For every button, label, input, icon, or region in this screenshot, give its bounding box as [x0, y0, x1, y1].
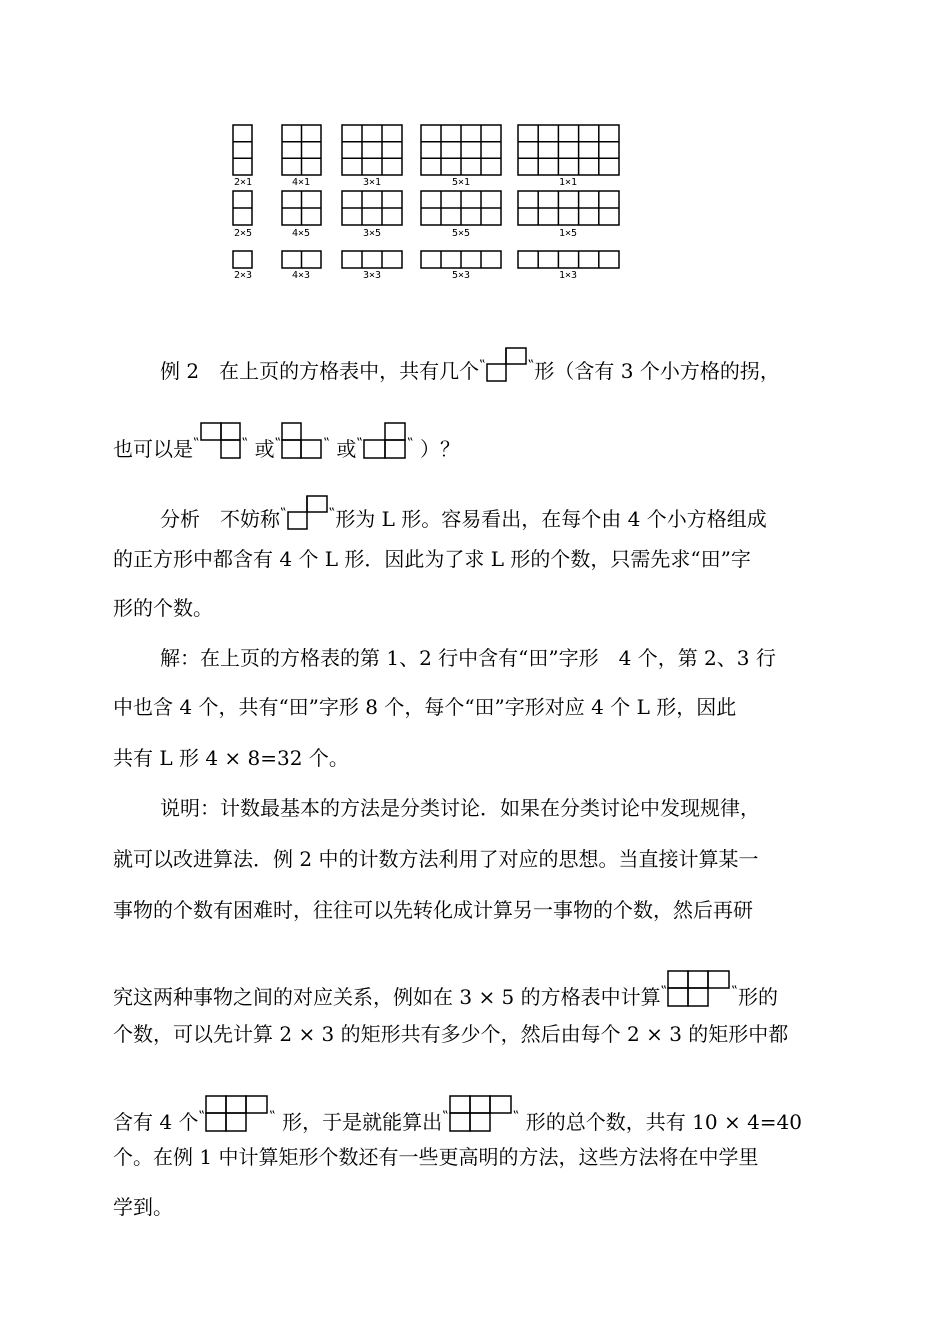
quote-mark: ‟ — [407, 436, 414, 451]
quote-mark: ‟ — [731, 984, 738, 999]
quote-mark: ‟ — [323, 436, 330, 451]
quote-mark: ‟ — [280, 506, 287, 521]
quote-mark: ‟ — [198, 1109, 206, 1124]
grid-3col-2row — [341, 190, 403, 226]
grid-label: 1×1 — [558, 177, 578, 188]
grid-label: 2×1 — [233, 177, 253, 188]
text-run: 形的总个数，共有 10 × 4=40 — [525, 1110, 803, 1134]
grid-label: 1×5 — [558, 228, 578, 239]
text-run: 形的 — [737, 985, 778, 1009]
note-line-2: 就可以改进算法．例 2 中的计数方法利用了对应的思想。当直接计算某一 — [113, 847, 759, 871]
quote-mark: ‟ — [356, 436, 363, 451]
text-run: ）？ — [420, 437, 461, 461]
text-run: 形为 L 形。容易看出，在每个由 4 个小方格组成 — [335, 507, 767, 531]
grid-5col-3row — [517, 124, 620, 176]
quote-mark: ‟ — [442, 1109, 449, 1124]
solution-line-1: 解：在上页的方格表的第 1、2 行中含有“田”字形 4 个，第 2、3 行 — [160, 646, 776, 670]
grid-2col-2row — [281, 190, 322, 226]
note-line-3: 事物的个数有困难时，往往可以先转化成计算另一事物的个数，然后再研 — [113, 898, 753, 922]
grid-label: 5×5 — [451, 228, 471, 239]
quote-mark: ‟ — [328, 506, 336, 521]
grid-label: 2×3 — [233, 270, 253, 281]
text-run: 例 2 在上页的方格表中，共有几个 — [160, 359, 480, 383]
quote-mark: ‟ — [269, 1109, 276, 1124]
grid-1col-3row — [232, 124, 253, 176]
grid-label: 3×1 — [362, 177, 382, 188]
note-line-5: 个数，可以先计算 2 × 3 的矩形共有多少个，然后由每个 2 × 3 的矩形中都 — [113, 1022, 789, 1046]
note-line-6 — [113, 1095, 802, 1138]
grid-label: 5×3 — [451, 270, 471, 281]
text-run: 也可以是 — [113, 437, 193, 461]
grid-5col-2row — [517, 190, 620, 226]
grid-4col-3row — [420, 124, 502, 176]
l-shape-variant-3-icon — [363, 422, 407, 465]
quote-mark: ‟ — [241, 436, 249, 451]
grid-label: 3×3 — [362, 270, 382, 281]
example-line-1 — [160, 347, 780, 387]
grid-label: 4×5 — [291, 228, 311, 239]
solution-line-2: 中也含 4 个，共有“田”字形 8 个，每个“田”字形对应 4 个 L 形，因此 — [113, 695, 737, 719]
grid-4col-2row — [420, 190, 502, 226]
quote-mark: ‟ — [274, 436, 282, 451]
quote-mark: ‟ — [512, 1109, 520, 1124]
text-run: 或 — [254, 437, 275, 461]
quote-mark: ‟ — [527, 358, 535, 373]
note-line-8: 学到。 — [113, 1195, 173, 1219]
grid-label: 4×1 — [291, 177, 311, 188]
text-run: 究这两种事物之间的对应关系，例如在 3 × 5 的方格表中计算 — [113, 985, 661, 1009]
grid-1col-1row — [232, 250, 253, 269]
quote-mark: ‟ — [193, 436, 200, 451]
grid-label: 4×3 — [291, 270, 311, 281]
quote-mark: ‟ — [660, 984, 668, 999]
l-shape-variant-1-icon — [200, 422, 242, 465]
grid-3col-3row — [341, 124, 403, 176]
note-line-1: 说明：计数最基本的方法是分类讨论．如果在分类讨论中发现规律， — [160, 796, 760, 820]
quote-mark: ‟ — [479, 358, 486, 373]
text-run: 或 — [336, 437, 357, 461]
grid-2col-3row — [281, 124, 322, 176]
analysis-line-2: 的正方形中都含有 4 个 L 形．因此为了求 L 形的个数，只需先求“田”字 — [113, 547, 751, 571]
text-run: 形（含有 3 个小方格的拐， — [534, 359, 780, 383]
text-run: 形，于是就能算出 — [282, 1110, 443, 1134]
shape-2x3-minus-corner-icon — [667, 970, 731, 1013]
solution-line-3: 共有 L 形 4 × 8=32 个。 — [113, 746, 349, 770]
l-shape-icon — [287, 495, 329, 535]
grid-4col-1row — [420, 250, 502, 269]
example-line-2 — [113, 422, 460, 465]
grid-figure — [0, 0, 950, 300]
grid-2col-1row — [281, 250, 322, 269]
grid-label: 5×1 — [451, 177, 471, 188]
note-line-4 — [113, 970, 778, 1013]
shape-2x3-minus-corner-icon — [205, 1095, 269, 1138]
grid-label: 2×5 — [233, 228, 253, 239]
grid-3col-1row — [341, 250, 403, 269]
grid-label: 3×5 — [362, 228, 382, 239]
analysis-line-3: 形的个数。 — [113, 596, 213, 620]
l-shape-variant-2-icon — [281, 422, 323, 465]
grid-label: 1×3 — [558, 270, 578, 281]
note-line-7: 个。在例 1 中计算矩形个数还有一些更高明的方法，这些方法将在中学里 — [113, 1145, 759, 1169]
grid-1col-2row — [232, 190, 253, 226]
text-run: 含有 4 个 — [113, 1110, 199, 1134]
shape-2x3-minus-corner-icon — [449, 1095, 513, 1138]
grid-5col-1row — [517, 250, 620, 269]
l-shape-icon — [486, 347, 528, 387]
analysis-line-1 — [160, 495, 767, 535]
text-run: 分析 不妨称 — [160, 507, 280, 531]
